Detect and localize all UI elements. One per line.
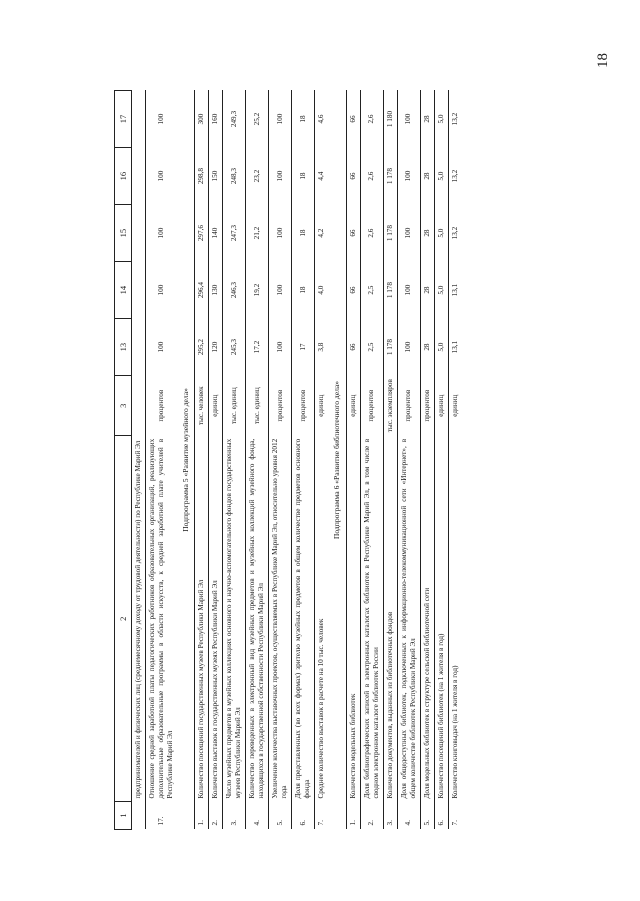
value-cell: 150 [209,148,223,205]
value-cell: 66 [346,91,360,148]
row-number: 3. [383,802,397,830]
value-cell: 21,2 [246,205,269,262]
value-cell: 19,2 [246,262,269,319]
indicator-name: Количество переведенных в электронный вид музейных предметов и музейных коллекций музейного фонда, находящихся в государственной собственности Республики Марий Эл [246,436,269,802]
header-cell: 13 [115,319,132,376]
row-number: 1. [346,802,360,830]
value-cell [132,262,146,319]
value-cell: 100 [269,205,292,262]
indicator-name: Количество выставок в государственных музеях Республики Марий Эл [209,436,223,802]
subprogram-title: Подпрограмма 5 «Развитие музейного дела» [181,388,190,532]
value-cell: 140 [209,205,223,262]
indicator-name: Отношение средней заработной платы педагогических работников образовательных организаций, реализующих дополнительные образовательные программы в области искусств, к средней заработной плате учителей в Республике Марий Эл [146,436,178,802]
value-cell: 247,3 [223,205,246,262]
table-row [315,91,329,830]
unit-cell [132,376,146,436]
row-number: 4. [246,802,269,830]
value-cell [132,319,146,376]
rotated-table-wrapper [114,90,566,830]
table-row [397,91,420,830]
value-cell: 18 [292,205,315,262]
header-cell: 1 [115,802,132,830]
value-cell: 18 [292,91,315,148]
value-cell: 160 [209,91,223,148]
value-cell: 13,1 [448,262,462,319]
unit-cell: процентов [360,376,383,436]
value-cell: 13,2 [448,91,462,148]
unit-cell: процентов [269,376,292,436]
unit-cell: единиц [209,376,223,436]
value-cell: 295,2 [195,319,209,376]
unit-cell: тыс. экземпляров [383,376,397,436]
table-row [223,91,246,830]
row-number: 7. [448,802,462,830]
value-cell: 245,3 [223,319,246,376]
value-cell: 100 [269,91,292,148]
table-row [434,91,448,830]
indicator-name: Среднее количество выставок в расчете на 10 тыс. человек [315,436,329,802]
value-cell: 66 [346,319,360,376]
indicator-name: Количество посещений библиотек (на 1 жителя в год) [434,436,448,802]
value-cell: 5,0 [434,319,448,376]
unit-cell: процентов [420,376,434,436]
value-cell: 100 [397,91,420,148]
indicator-name: предпринимателей и физических лиц (среднемесячному доходу от трудовой деятельности) по Республике Марий Эл [134,440,142,799]
value-cell: 2,6 [360,91,383,148]
value-cell: 1 180 [383,91,397,148]
value-cell: 300 [195,91,209,148]
table-row [383,91,397,830]
value-cell [132,91,146,148]
table-row [209,91,223,830]
indicator-name: Доля общедоступных библиотек, подключенных к информационно-телекоммуникационной сети «Интернет», в общем количестве библиотек Республики Марий Эл [397,436,420,802]
value-cell: 18 [292,148,315,205]
value-cell: 100 [146,319,178,376]
value-cell [132,148,146,205]
table-body [132,91,462,830]
table-row [132,91,146,830]
value-cell: 100 [269,319,292,376]
value-cell [132,205,146,262]
unit-cell: единиц [315,376,329,436]
value-cell: 5,0 [434,91,448,148]
value-cell: 100 [269,262,292,319]
row-number: 6. [434,802,448,830]
value-cell: 297,6 [195,205,209,262]
value-cell: 25,2 [246,91,269,148]
header-cell: 3 [115,376,132,436]
value-cell: 1 178 [383,205,397,262]
value-cell: 100 [146,205,178,262]
value-cell: 28 [420,319,434,376]
value-cell: 5,0 [434,262,448,319]
unit-cell: единиц [434,376,448,436]
indicator-name: Увеличение количества выставочных проектов, осуществляемых в Республике Марий Эл, относительно уровня 2012 года [269,436,292,802]
unit-cell: тыс. единиц [246,376,269,436]
header-cell: 2 [115,436,132,802]
indicator-name: Количество книговыдач (на 1 жителя в год) [448,436,462,802]
indicators-table [114,90,462,830]
table-row [146,91,178,830]
value-cell: 100 [397,148,420,205]
value-cell: 248,3 [223,148,246,205]
value-cell: 5,0 [434,205,448,262]
value-cell: 100 [397,319,420,376]
table-row [360,91,383,830]
header-cell: 14 [115,262,132,319]
value-cell: 1 178 [383,319,397,376]
value-cell: 2,6 [360,205,383,262]
row-number [132,802,146,830]
table-row [346,91,360,830]
row-number: 4. [397,802,420,830]
value-cell: 100 [397,205,420,262]
value-cell: 100 [397,262,420,319]
table-row [292,91,315,830]
indicator-name: Число музейных предметов в музейных коллекциях основного и научно-вспомогательного фондов государственных музеев Республики Марий Эл [223,436,246,802]
value-cell: 28 [420,91,434,148]
value-cell: 28 [420,205,434,262]
header-cell: 15 [115,205,132,262]
subprogram-heading-row [328,91,346,830]
row-number: 17. [146,802,178,830]
row-number: 1. [195,802,209,830]
value-cell: 66 [346,205,360,262]
value-cell: 120 [209,319,223,376]
row-number: 2. [360,802,383,830]
unit-cell: единиц [448,376,462,436]
value-cell: 246,3 [223,262,246,319]
value-cell: 249,3 [223,91,246,148]
unit-cell: тыс. единиц [223,376,246,436]
value-cell: 28 [420,262,434,319]
value-cell: 4,0 [315,262,329,319]
value-cell: 5,0 [434,148,448,205]
header-cell: 16 [115,148,132,205]
table-row [420,91,434,830]
subprogram-heading-row [177,91,195,830]
value-cell: 66 [346,262,360,319]
row-number: 5. [420,802,434,830]
value-cell: 100 [146,262,178,319]
value-cell: 130 [209,262,223,319]
value-cell: 2,5 [360,319,383,376]
value-cell: 4,6 [315,91,329,148]
indicator-name: Доля модельных библиотек в структуре сельской библиотечной сети [420,436,434,802]
value-cell: 13,2 [448,205,462,262]
value-cell: 1 178 [383,148,397,205]
value-cell: 28 [420,148,434,205]
subprogram-title: Подпрограмма 6 «Развитие библиотечного дела» [332,380,342,540]
value-cell: 4,4 [315,148,329,205]
unit-cell: тыс. человек [195,376,209,436]
indicator-name: Доля библиографических записей в электронных каталогах библиотек в Республике Марий Эл, в том числе в сводном электронном каталоге библиотек России [360,436,383,802]
value-cell: 17,2 [246,319,269,376]
row-number: 5. [269,802,292,830]
value-cell: 2,6 [360,148,383,205]
indicator-name: Количество модельных библиотек [346,436,360,802]
row-number: 7. [315,802,329,830]
value-cell: 2,5 [360,262,383,319]
value-cell: 17 [292,319,315,376]
table-row [448,91,462,830]
value-cell: 100 [146,91,178,148]
value-cell: 3,8 [315,319,329,376]
value-cell: 296,4 [195,262,209,319]
unit-cell: процентов [292,376,315,436]
indicator-name: Доля представленных (во всех формах) зрителю музейных предметов в общем количестве предметов основного фонда [292,436,315,802]
value-cell: 66 [346,148,360,205]
row-number: 3. [223,802,246,830]
value-cell: 100 [269,148,292,205]
indicator-name: Количество посещений государственных музеев Республики Марий Эл [195,436,209,802]
indicator-name: Количество документов, выданных из библиотечных фондов [383,436,397,802]
row-number: 6. [292,802,315,830]
value-cell: 13,2 [448,148,462,205]
unit-cell: процентов [146,376,178,436]
value-cell: 13,1 [448,319,462,376]
table-row [246,91,269,830]
table-header-row [115,91,132,830]
value-cell: 1 178 [383,262,397,319]
value-cell: 4,2 [315,205,329,262]
row-number: 2. [209,802,223,830]
header-cell: 17 [115,91,132,148]
value-cell: 23,2 [246,148,269,205]
value-cell: 100 [146,148,178,205]
unit-cell: единиц [346,376,360,436]
unit-cell: процентов [397,376,420,436]
value-cell: 18 [292,262,315,319]
value-cell: 298,8 [195,148,209,205]
table-row [269,91,292,830]
page-number: 18 [595,53,611,68]
table-row [195,91,209,830]
